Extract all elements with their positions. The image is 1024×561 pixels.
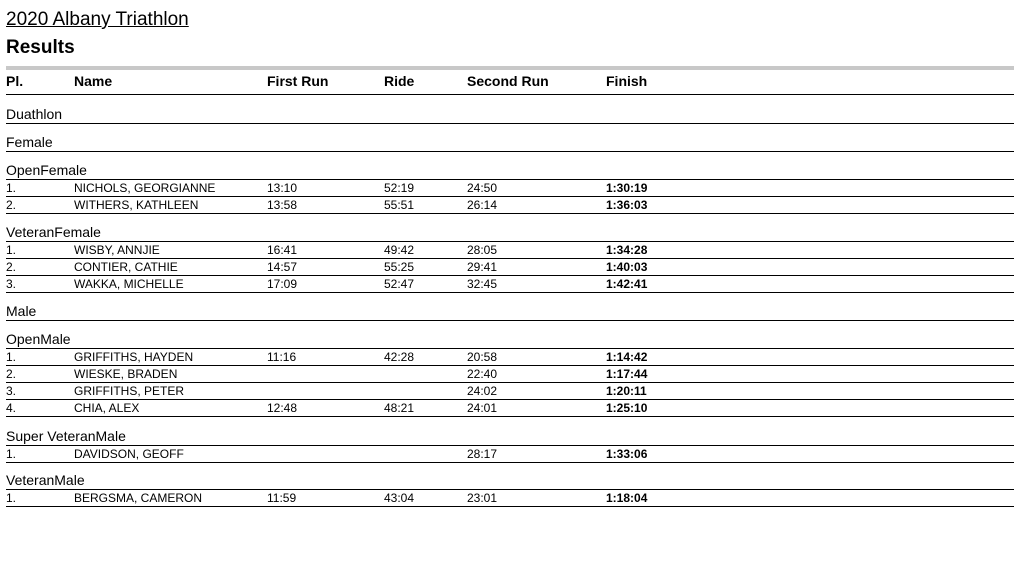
athlete-name: WITHERS, KATHLEEN bbox=[74, 198, 199, 212]
second-run-time: 20:58 bbox=[467, 350, 498, 364]
table-row bbox=[6, 276, 1014, 293]
table-header bbox=[6, 73, 1014, 95]
ride-time: 42:28 bbox=[384, 350, 415, 364]
place-cell: 1. bbox=[6, 350, 17, 364]
athlete-name: WIESKE, BRADEN bbox=[74, 367, 178, 381]
second-run-time: 32:45 bbox=[467, 277, 498, 291]
finish-time: 1:20:11 bbox=[606, 384, 647, 398]
finish-time: 1:18:04 bbox=[606, 491, 648, 505]
place-cell: 1. bbox=[6, 243, 17, 257]
athlete-name: GRIFFITHS, PETER bbox=[74, 384, 185, 398]
first-run-time: 11:59 bbox=[267, 491, 297, 505]
place-cell: 2. bbox=[6, 260, 17, 274]
athlete-name: WAKKA, MICHELLE bbox=[74, 277, 184, 291]
place-cell: 4. bbox=[6, 401, 17, 415]
ride-time: 43:04 bbox=[384, 491, 415, 505]
page-title: 2020 Albany Triathlon bbox=[6, 9, 189, 30]
second-run-time: 24:01 bbox=[467, 401, 498, 415]
category-label: OpenFemale bbox=[6, 162, 87, 178]
second-run-time: 22:40 bbox=[467, 367, 498, 381]
ride-time: 52:19 bbox=[384, 181, 415, 195]
table-row bbox=[6, 366, 1014, 383]
category-heading bbox=[6, 331, 1014, 349]
table-row bbox=[6, 490, 1014, 507]
first-run-time: 13:10 bbox=[267, 181, 298, 195]
category-label: Super VeteranMale bbox=[6, 428, 126, 444]
category-heading bbox=[6, 162, 1014, 180]
first-run-time: 17:09 bbox=[267, 277, 298, 291]
category-label: VeteranFemale bbox=[6, 224, 101, 240]
category-label: VeteranMale bbox=[6, 472, 85, 488]
category-heading bbox=[6, 224, 1014, 242]
column-header-second-run: Second Run bbox=[467, 73, 549, 89]
athlete-name: WISBY, ANNJIE bbox=[74, 243, 160, 257]
place-cell: 3. bbox=[6, 384, 17, 398]
second-run-time: 26:14 bbox=[467, 198, 498, 212]
first-run-time: 12:48 bbox=[267, 401, 298, 415]
category-heading bbox=[6, 428, 1014, 446]
second-run-time: 24:02 bbox=[467, 384, 498, 398]
place-cell: 2. bbox=[6, 198, 17, 212]
finish-time: 1:40:03 bbox=[606, 260, 648, 274]
column-header-ride: Ride bbox=[384, 73, 415, 89]
finish-time: 1:25:10 bbox=[606, 401, 648, 415]
ride-time: 52:47 bbox=[384, 277, 415, 291]
second-run-time: 29:41 bbox=[467, 260, 498, 274]
category-heading bbox=[6, 472, 1014, 490]
column-header-place: Pl. bbox=[6, 73, 24, 89]
finish-time: 1:36:03 bbox=[606, 198, 648, 212]
second-run-time: 28:17 bbox=[467, 447, 498, 461]
athlete-name: BERGSMA, CAMERON bbox=[74, 491, 203, 505]
gender-label: Female bbox=[6, 134, 53, 150]
first-run-time: 14:57 bbox=[267, 260, 298, 274]
finish-time: 1:17:44 bbox=[606, 367, 648, 381]
table-row bbox=[6, 383, 1014, 400]
header-divider bbox=[6, 66, 1014, 70]
column-header-finish: Finish bbox=[606, 73, 648, 89]
athlete-name: GRIFFITHS, HAYDEN bbox=[74, 350, 194, 364]
second-run-time: 23:01 bbox=[467, 491, 498, 505]
event-heading bbox=[6, 106, 1014, 124]
athlete-name: NICHOLS, GEORGIANNE bbox=[74, 181, 216, 195]
table-row bbox=[6, 180, 1014, 197]
column-header-first-run: First Run bbox=[267, 73, 329, 89]
table-row bbox=[6, 400, 1014, 417]
second-run-time: 24:50 bbox=[467, 181, 498, 195]
event-label: Duathlon bbox=[6, 106, 63, 122]
finish-time: 1:34:28 bbox=[606, 243, 648, 257]
second-run-time: 28:05 bbox=[467, 243, 498, 257]
gender-label: Male bbox=[6, 303, 37, 319]
first-run-time: 11:16 bbox=[267, 350, 297, 364]
table-row bbox=[6, 349, 1014, 366]
place-cell: 2. bbox=[6, 367, 17, 381]
ride-time: 55:25 bbox=[384, 260, 415, 274]
place-cell: 1. bbox=[6, 447, 17, 461]
column-header-name: Name bbox=[74, 73, 113, 89]
place-cell: 1. bbox=[6, 491, 17, 505]
table-row bbox=[6, 259, 1014, 276]
first-run-time: 16:41 bbox=[267, 243, 298, 257]
gender-heading bbox=[6, 303, 1014, 321]
table-row bbox=[6, 197, 1014, 214]
table-row bbox=[6, 446, 1014, 463]
gender-heading bbox=[6, 134, 1014, 152]
category-label: OpenMale bbox=[6, 331, 71, 347]
place-cell: 3. bbox=[6, 277, 17, 291]
finish-time: 1:30:19 bbox=[606, 181, 648, 195]
athlete-name: CHIA, ALEX bbox=[74, 401, 140, 415]
ride-time: 48:21 bbox=[384, 401, 415, 415]
ride-time: 55:51 bbox=[384, 198, 415, 212]
place-cell: 1. bbox=[6, 181, 17, 195]
page-subtitle: Results bbox=[6, 37, 75, 58]
table-row bbox=[6, 242, 1014, 259]
finish-time: 1:14:42 bbox=[606, 350, 648, 364]
finish-time: 1:33:06 bbox=[606, 447, 648, 461]
athlete-name: DAVIDSON, GEOFF bbox=[74, 447, 184, 461]
finish-time: 1:42:41 bbox=[606, 277, 648, 291]
athlete-name: CONTIER, CATHIE bbox=[74, 260, 178, 274]
first-run-time: 13:58 bbox=[267, 198, 298, 212]
ride-time: 49:42 bbox=[384, 243, 415, 257]
